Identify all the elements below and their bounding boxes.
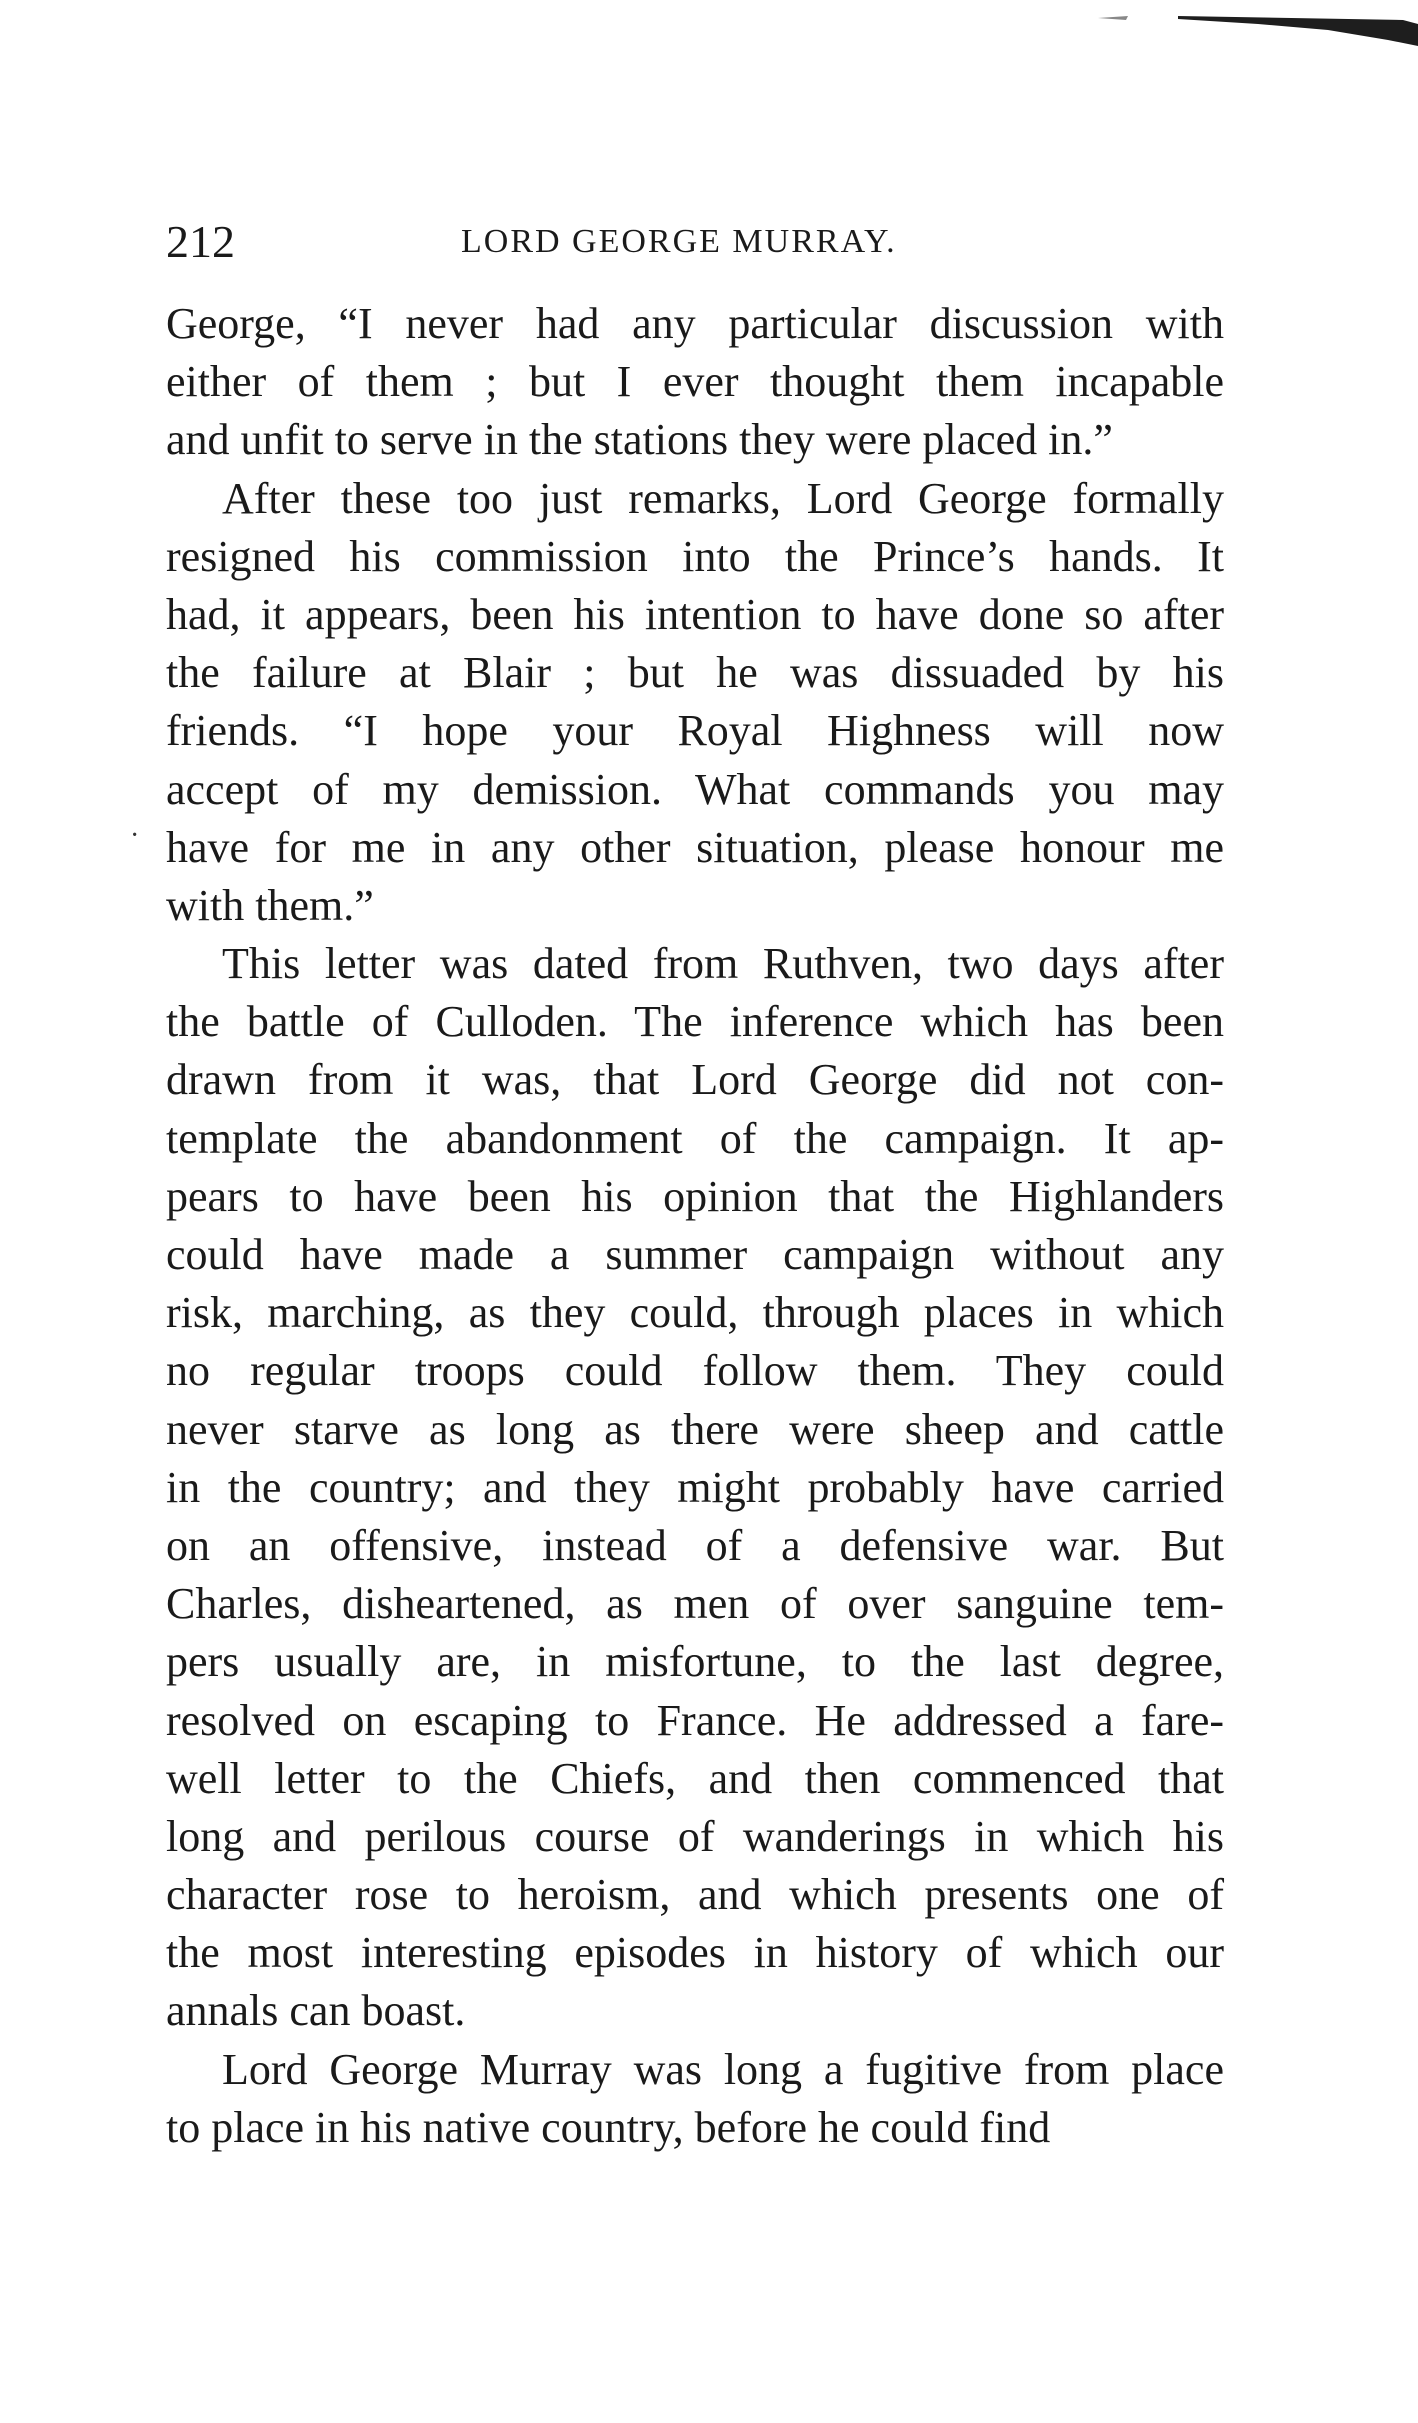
text-line: resigned his commission into the Prince’s hands. It (166, 531, 1224, 581)
stray-mark: · (130, 820, 140, 851)
text-line: drawn from it was, that Lord George did not con- (166, 1055, 1224, 1105)
text-line: never starve as long as there were sheep and cattle (166, 1404, 1224, 1454)
text-line: resolved on escaping to France. He addressed a fare- (166, 1695, 1224, 1745)
text-line: could have made a summer campaign without any (166, 1230, 1224, 1279)
text-line: had, it appears, been his intention to have done so after (166, 589, 1224, 639)
text-line: the most interesting episodes in history of which our (166, 1928, 1224, 1978)
text-line: This letter was dated from Ruthven, two days after (222, 939, 1224, 989)
paragraph (166, 470, 1224, 936)
text-line: with them.” (166, 880, 374, 930)
text-line: either of them ; but I ever thought them incapable (166, 357, 1224, 407)
scan-edge-mark (1088, 6, 1418, 50)
text-line: on an offensive, instead of a defensive war. But (166, 1520, 1224, 1570)
text-line: have for me in any other situation, please honour me (166, 822, 1224, 872)
text-line: friends. “I hope your Royal Highness will now (166, 706, 1224, 756)
text-line: in the country; and they might probably have carried (166, 1462, 1224, 1512)
text-line: the battle of Culloden. The inference which has been (166, 997, 1224, 1047)
text-line: accept of my demission. What commands you may (166, 764, 1224, 814)
text-line: After these too just remarks, Lord George formally (222, 473, 1224, 523)
text-line: long and perilous course of wanderings in which his (166, 1811, 1224, 1861)
text-line: Lord George Murray was long a fugitive from place (222, 2044, 1224, 2094)
body-text (166, 295, 1224, 2157)
paragraph (166, 935, 1224, 2041)
text-line: no regular troops could follow them. They could (166, 1346, 1224, 1396)
text-line: the failure at Blair ; but he was dissuaded by his (166, 648, 1224, 698)
paragraph (166, 295, 1224, 470)
text-line: to place in his native country, before he could find (166, 2102, 1051, 2152)
running-head (166, 205, 1224, 295)
text-line: character rose to heroism, and which presents one of (166, 1870, 1224, 1920)
text-line: well letter to the Chiefs, and then commenced that (166, 1753, 1224, 1803)
running-title: LORD GEORGE MURRAY. (461, 223, 897, 260)
page-number: 212 (166, 216, 235, 267)
text-line: annals can boast. (166, 1986, 466, 2036)
text-line: and unfit to serve in the stations they were placed in.” (166, 415, 1113, 465)
text-line: George, “I never had any particular discussion with (166, 299, 1224, 348)
text-line: Charles, disheartened, as men of over sanguine tem- (166, 1579, 1224, 1629)
paragraph (166, 2041, 1224, 2157)
text-line: risk, marching, as they could, through places in which (166, 1288, 1224, 1338)
book-page (166, 205, 1224, 2157)
text-line: template the abandonment of the campaign. It ap- (166, 1113, 1224, 1163)
text-line: pers usually are, in misfortune, to the last degree, (166, 1637, 1224, 1687)
text-line: pears to have been his opinion that the Highlanders (166, 1171, 1224, 1221)
